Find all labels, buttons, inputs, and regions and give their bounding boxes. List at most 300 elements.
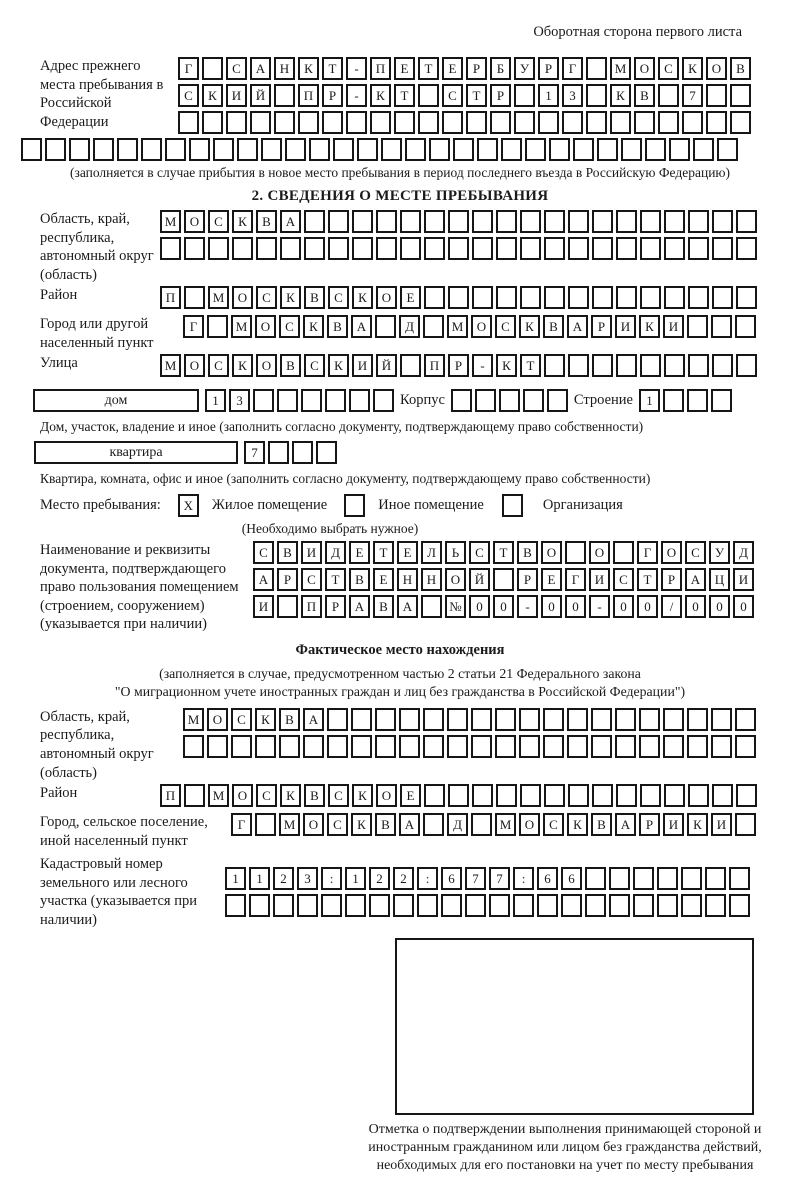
char-cell[interactable]: Г xyxy=(637,541,658,564)
char-cell[interactable] xyxy=(736,286,757,309)
char-cell[interactable]: 7 xyxy=(682,84,703,107)
char-cell[interactable] xyxy=(514,84,535,107)
char-cell[interactable]: 6 xyxy=(537,867,558,890)
char-cell[interactable]: Д xyxy=(447,813,468,836)
char-cell[interactable] xyxy=(664,210,685,233)
char-cell[interactable]: - xyxy=(472,354,493,377)
char-cell[interactable] xyxy=(453,138,474,161)
char-cell[interactable]: О xyxy=(256,354,277,377)
char-cell[interactable] xyxy=(495,708,516,731)
char-cell[interactable]: Д xyxy=(399,315,420,338)
char-cell[interactable]: - xyxy=(346,84,367,107)
char-cell[interactable] xyxy=(591,708,612,731)
char-cell[interactable] xyxy=(489,894,510,917)
char-cell[interactable] xyxy=(705,867,726,890)
char-cell[interactable] xyxy=(471,735,492,758)
char-cell[interactable] xyxy=(327,708,348,731)
char-cell[interactable]: 7 xyxy=(489,867,510,890)
char-cell[interactable] xyxy=(609,867,630,890)
char-cell[interactable]: С xyxy=(178,84,199,107)
char-cell[interactable] xyxy=(225,894,246,917)
char-cell[interactable] xyxy=(520,784,541,807)
char-cell[interactable]: В xyxy=(373,595,394,618)
char-cell[interactable] xyxy=(663,708,684,731)
char-cell[interactable] xyxy=(520,210,541,233)
char-cell[interactable]: Е xyxy=(349,541,370,564)
char-cell[interactable]: К xyxy=(682,57,703,80)
char-cell[interactable]: П xyxy=(301,595,322,618)
char-cell[interactable] xyxy=(375,708,396,731)
char-cell[interactable]: Й xyxy=(250,84,271,107)
char-cell[interactable] xyxy=(586,84,607,107)
char-cell[interactable]: А xyxy=(397,595,418,618)
char-cell[interactable] xyxy=(544,237,565,260)
char-cell[interactable] xyxy=(369,894,390,917)
char-cell[interactable] xyxy=(537,894,558,917)
char-cell[interactable]: / xyxy=(661,595,682,618)
char-cell[interactable]: А xyxy=(685,568,706,591)
char-cell[interactable]: Р xyxy=(448,354,469,377)
char-cell[interactable] xyxy=(322,111,343,134)
char-cell[interactable]: С xyxy=(658,57,679,80)
char-cell[interactable]: И xyxy=(615,315,636,338)
char-cell[interactable] xyxy=(373,389,394,412)
char-cell[interactable] xyxy=(346,111,367,134)
char-cell[interactable] xyxy=(496,286,517,309)
char-cell[interactable] xyxy=(274,84,295,107)
char-cell[interactable]: С xyxy=(208,210,229,233)
char-cell[interactable] xyxy=(465,894,486,917)
char-cell[interactable] xyxy=(424,784,445,807)
char-cell[interactable] xyxy=(597,138,618,161)
char-cell[interactable]: А xyxy=(399,813,420,836)
char-cell[interactable] xyxy=(495,735,516,758)
char-cell[interactable]: К xyxy=(496,354,517,377)
char-cell[interactable]: Т xyxy=(325,568,346,591)
char-cell[interactable] xyxy=(586,57,607,80)
char-cell[interactable]: К xyxy=(370,84,391,107)
char-cell[interactable] xyxy=(117,138,138,161)
char-cell[interactable] xyxy=(634,111,655,134)
char-cell[interactable] xyxy=(544,354,565,377)
char-cell[interactable] xyxy=(352,210,373,233)
char-cell[interactable] xyxy=(490,111,511,134)
char-cell[interactable] xyxy=(256,237,277,260)
char-cell[interactable]: О xyxy=(376,784,397,807)
char-cell[interactable]: К xyxy=(567,813,588,836)
char-cell[interactable]: О xyxy=(445,568,466,591)
char-cell[interactable]: М xyxy=(279,813,300,836)
char-cell[interactable] xyxy=(688,784,709,807)
char-cell[interactable] xyxy=(712,286,733,309)
checkbox-organizatsiya[interactable] xyxy=(502,494,523,517)
char-cell[interactable] xyxy=(609,894,630,917)
char-cell[interactable] xyxy=(448,237,469,260)
char-cell[interactable] xyxy=(592,210,613,233)
char-cell[interactable] xyxy=(591,735,612,758)
char-cell[interactable] xyxy=(418,84,439,107)
char-cell[interactable]: С xyxy=(208,354,229,377)
char-cell[interactable] xyxy=(441,894,462,917)
oblast-row-2[interactable] xyxy=(160,237,757,260)
char-cell[interactable] xyxy=(633,867,654,890)
char-cell[interactable] xyxy=(645,138,666,161)
char-cell[interactable] xyxy=(304,237,325,260)
char-cell[interactable] xyxy=(423,315,444,338)
char-cell[interactable] xyxy=(345,894,366,917)
char-cell[interactable]: В xyxy=(543,315,564,338)
char-cell[interactable] xyxy=(687,735,708,758)
char-cell[interactable]: П xyxy=(370,57,391,80)
char-cell[interactable]: 0 xyxy=(613,595,634,618)
char-cell[interactable] xyxy=(448,784,469,807)
char-cell[interactable] xyxy=(568,237,589,260)
char-cell[interactable] xyxy=(544,286,565,309)
char-cell[interactable] xyxy=(400,354,421,377)
char-cell[interactable]: 0 xyxy=(685,595,706,618)
char-cell[interactable] xyxy=(640,237,661,260)
char-cell[interactable] xyxy=(730,84,751,107)
char-cell[interactable] xyxy=(421,595,442,618)
char-cell[interactable] xyxy=(249,894,270,917)
char-cell[interactable]: П xyxy=(424,354,445,377)
char-cell[interactable] xyxy=(250,111,271,134)
char-cell[interactable] xyxy=(616,286,637,309)
checkbox-inoe[interactable] xyxy=(344,494,365,517)
char-cell[interactable] xyxy=(451,389,472,412)
char-cell[interactable] xyxy=(442,111,463,134)
char-cell[interactable] xyxy=(711,708,732,731)
char-cell[interactable] xyxy=(321,894,342,917)
document-row-3[interactable] xyxy=(253,595,754,618)
char-cell[interactable] xyxy=(160,237,181,260)
char-cell[interactable] xyxy=(735,813,756,836)
char-cell[interactable]: К xyxy=(280,784,301,807)
char-cell[interactable] xyxy=(424,286,445,309)
char-cell[interactable]: Е xyxy=(373,568,394,591)
char-cell[interactable]: Г xyxy=(178,57,199,80)
char-cell[interactable] xyxy=(418,111,439,134)
char-cell[interactable]: А xyxy=(253,568,274,591)
char-cell[interactable]: Г xyxy=(231,813,252,836)
char-cell[interactable] xyxy=(298,111,319,134)
char-cell[interactable] xyxy=(183,735,204,758)
char-cell[interactable]: М xyxy=(231,315,252,338)
char-cell[interactable]: 1 xyxy=(205,389,226,412)
char-cell[interactable]: И xyxy=(589,568,610,591)
char-cell[interactable]: С xyxy=(328,286,349,309)
char-cell[interactable] xyxy=(562,111,583,134)
char-cell[interactable]: - xyxy=(346,57,367,80)
act-oblast-row-2[interactable] xyxy=(183,735,756,758)
char-cell[interactable] xyxy=(475,389,496,412)
document-row-1[interactable] xyxy=(253,541,754,564)
gorod-row[interactable] xyxy=(183,315,756,338)
char-cell[interactable]: Р xyxy=(277,568,298,591)
char-cell[interactable] xyxy=(736,354,757,377)
char-cell[interactable]: К xyxy=(232,210,253,233)
char-cell[interactable]: Т xyxy=(418,57,439,80)
char-cell[interactable] xyxy=(273,894,294,917)
char-cell[interactable] xyxy=(213,138,234,161)
char-cell[interactable] xyxy=(658,84,679,107)
char-cell[interactable]: 1 xyxy=(538,84,559,107)
char-cell[interactable]: 0 xyxy=(493,595,514,618)
char-cell[interactable]: О xyxy=(519,813,540,836)
char-cell[interactable]: О xyxy=(207,708,228,731)
char-cell[interactable] xyxy=(688,354,709,377)
char-cell[interactable]: А xyxy=(303,708,324,731)
dom-type-box[interactable]: дом xyxy=(33,389,199,412)
char-cell[interactable]: 7 xyxy=(465,867,486,890)
char-cell[interactable] xyxy=(664,354,685,377)
char-cell[interactable] xyxy=(21,138,42,161)
char-cell[interactable]: А xyxy=(349,595,370,618)
char-cell[interactable]: Б xyxy=(490,57,511,80)
char-cell[interactable]: О xyxy=(541,541,562,564)
char-cell[interactable]: В xyxy=(256,210,277,233)
char-cell[interactable] xyxy=(664,286,685,309)
char-cell[interactable] xyxy=(370,111,391,134)
char-cell[interactable] xyxy=(376,210,397,233)
char-cell[interactable] xyxy=(681,867,702,890)
char-cell[interactable] xyxy=(568,784,589,807)
char-cell[interactable]: : xyxy=(417,867,438,890)
char-cell[interactable]: 3 xyxy=(562,84,583,107)
char-cell[interactable]: Й xyxy=(469,568,490,591)
char-cell[interactable]: Р xyxy=(325,595,346,618)
char-cell[interactable] xyxy=(424,237,445,260)
char-cell[interactable] xyxy=(328,237,349,260)
char-cell[interactable]: Т xyxy=(493,541,514,564)
char-cell[interactable]: 2 xyxy=(273,867,294,890)
act-gorod-row[interactable] xyxy=(231,813,756,836)
act-oblast-row-1[interactable] xyxy=(183,708,756,731)
char-cell[interactable] xyxy=(736,784,757,807)
char-cell[interactable] xyxy=(687,315,708,338)
char-cell[interactable] xyxy=(730,111,751,134)
prev-address-row-1[interactable] xyxy=(178,57,751,80)
char-cell[interactable]: М xyxy=(160,354,181,377)
char-cell[interactable]: И xyxy=(226,84,247,107)
char-cell[interactable] xyxy=(232,237,253,260)
char-cell[interactable] xyxy=(705,894,726,917)
char-cell[interactable] xyxy=(349,389,370,412)
char-cell[interactable]: Р xyxy=(639,813,660,836)
char-cell[interactable] xyxy=(375,315,396,338)
char-cell[interactable]: В xyxy=(304,784,325,807)
char-cell[interactable]: Т xyxy=(520,354,541,377)
char-cell[interactable] xyxy=(285,138,306,161)
char-cell[interactable]: 0 xyxy=(565,595,586,618)
char-cell[interactable]: Й xyxy=(376,354,397,377)
char-cell[interactable]: В xyxy=(375,813,396,836)
char-cell[interactable]: А xyxy=(280,210,301,233)
char-cell[interactable]: Т xyxy=(373,541,394,564)
char-cell[interactable]: 0 xyxy=(469,595,490,618)
kvartira-type-box[interactable]: квартира xyxy=(34,441,238,464)
char-cell[interactable] xyxy=(292,441,313,464)
char-cell[interactable]: К xyxy=(328,354,349,377)
char-cell[interactable] xyxy=(561,894,582,917)
char-cell[interactable]: О xyxy=(634,57,655,80)
char-cell[interactable]: Ь xyxy=(445,541,466,564)
dom-cells[interactable] xyxy=(205,389,394,412)
char-cell[interactable]: О xyxy=(255,315,276,338)
prev-address-row-4[interactable] xyxy=(21,138,800,161)
char-cell[interactable] xyxy=(711,389,732,412)
char-cell[interactable] xyxy=(706,111,727,134)
char-cell[interactable] xyxy=(568,286,589,309)
char-cell[interactable] xyxy=(184,784,205,807)
char-cell[interactable]: К xyxy=(519,315,540,338)
char-cell[interactable] xyxy=(520,286,541,309)
char-cell[interactable]: 7 xyxy=(244,441,265,464)
char-cell[interactable]: Р xyxy=(538,57,559,80)
char-cell[interactable]: В xyxy=(304,286,325,309)
char-cell[interactable] xyxy=(471,708,492,731)
char-cell[interactable]: С xyxy=(231,708,252,731)
char-cell[interactable] xyxy=(688,210,709,233)
char-cell[interactable] xyxy=(325,389,346,412)
char-cell[interactable] xyxy=(565,541,586,564)
char-cell[interactable]: Н xyxy=(421,568,442,591)
char-cell[interactable] xyxy=(664,784,685,807)
char-cell[interactable]: Т xyxy=(394,84,415,107)
char-cell[interactable]: О xyxy=(706,57,727,80)
char-cell[interactable]: Р xyxy=(490,84,511,107)
char-cell[interactable] xyxy=(69,138,90,161)
char-cell[interactable] xyxy=(394,111,415,134)
char-cell[interactable] xyxy=(207,735,228,758)
char-cell[interactable] xyxy=(736,210,757,233)
char-cell[interactable]: П xyxy=(298,84,319,107)
char-cell[interactable] xyxy=(207,315,228,338)
char-cell[interactable]: С xyxy=(613,568,634,591)
char-cell[interactable] xyxy=(663,389,684,412)
char-cell[interactable] xyxy=(568,210,589,233)
korpus-cells[interactable] xyxy=(451,389,568,412)
char-cell[interactable] xyxy=(514,111,535,134)
char-cell[interactable]: 0 xyxy=(709,595,730,618)
char-cell[interactable] xyxy=(688,286,709,309)
char-cell[interactable] xyxy=(729,867,750,890)
char-cell[interactable] xyxy=(525,138,546,161)
char-cell[interactable] xyxy=(189,138,210,161)
char-cell[interactable]: 1 xyxy=(345,867,366,890)
char-cell[interactable] xyxy=(496,784,517,807)
char-cell[interactable]: К xyxy=(232,354,253,377)
char-cell[interactable]: К xyxy=(280,286,301,309)
char-cell[interactable] xyxy=(400,237,421,260)
char-cell[interactable]: Н xyxy=(397,568,418,591)
char-cell[interactable] xyxy=(640,286,661,309)
char-cell[interactable]: С xyxy=(469,541,490,564)
char-cell[interactable] xyxy=(405,138,426,161)
char-cell[interactable] xyxy=(729,894,750,917)
char-cell[interactable]: А xyxy=(567,315,588,338)
char-cell[interactable]: И xyxy=(711,813,732,836)
char-cell[interactable] xyxy=(669,138,690,161)
char-cell[interactable]: К xyxy=(255,708,276,731)
char-cell[interactable] xyxy=(231,735,252,758)
char-cell[interactable] xyxy=(471,813,492,836)
char-cell[interactable] xyxy=(477,138,498,161)
char-cell[interactable] xyxy=(681,894,702,917)
char-cell[interactable]: В xyxy=(730,57,751,80)
char-cell[interactable]: С xyxy=(256,784,277,807)
char-cell[interactable] xyxy=(664,237,685,260)
char-cell[interactable] xyxy=(237,138,258,161)
prev-address-row-2[interactable] xyxy=(178,84,751,107)
char-cell[interactable] xyxy=(274,111,295,134)
char-cell[interactable] xyxy=(610,111,631,134)
char-cell[interactable] xyxy=(615,735,636,758)
char-cell[interactable] xyxy=(178,111,199,134)
char-cell[interactable]: С xyxy=(226,57,247,80)
char-cell[interactable]: - xyxy=(589,595,610,618)
char-cell[interactable]: О xyxy=(376,286,397,309)
char-cell[interactable] xyxy=(567,708,588,731)
char-cell[interactable] xyxy=(496,237,517,260)
char-cell[interactable]: С xyxy=(328,784,349,807)
char-cell[interactable]: Т xyxy=(466,84,487,107)
char-cell[interactable] xyxy=(568,354,589,377)
char-cell[interactable] xyxy=(592,784,613,807)
char-cell[interactable] xyxy=(448,286,469,309)
char-cell[interactable] xyxy=(712,210,733,233)
char-cell[interactable] xyxy=(657,867,678,890)
char-cell[interactable] xyxy=(717,138,738,161)
char-cell[interactable] xyxy=(657,894,678,917)
char-cell[interactable] xyxy=(639,708,660,731)
char-cell[interactable] xyxy=(693,138,714,161)
char-cell[interactable] xyxy=(277,389,298,412)
char-cell[interactable] xyxy=(640,210,661,233)
char-cell[interactable] xyxy=(472,286,493,309)
char-cell[interactable] xyxy=(658,111,679,134)
char-cell[interactable]: 6 xyxy=(561,867,582,890)
char-cell[interactable] xyxy=(585,894,606,917)
char-cell[interactable] xyxy=(255,813,276,836)
char-cell[interactable]: Р xyxy=(517,568,538,591)
char-cell[interactable]: И xyxy=(663,813,684,836)
char-cell[interactable] xyxy=(328,210,349,233)
char-cell[interactable] xyxy=(735,735,756,758)
char-cell[interactable]: П xyxy=(160,286,181,309)
char-cell[interactable]: К xyxy=(687,813,708,836)
char-cell[interactable] xyxy=(357,138,378,161)
prev-address-row-3[interactable] xyxy=(178,111,751,134)
char-cell[interactable] xyxy=(640,354,661,377)
char-cell[interactable]: И xyxy=(253,595,274,618)
char-cell[interactable]: 1 xyxy=(639,389,660,412)
char-cell[interactable] xyxy=(687,389,708,412)
char-cell[interactable]: Г xyxy=(562,57,583,80)
char-cell[interactable] xyxy=(621,138,642,161)
char-cell[interactable] xyxy=(544,784,565,807)
char-cell[interactable]: С xyxy=(543,813,564,836)
char-cell[interactable]: К xyxy=(202,84,223,107)
char-cell[interactable] xyxy=(472,784,493,807)
char-cell[interactable]: Д xyxy=(733,541,754,564)
char-cell[interactable] xyxy=(538,111,559,134)
char-cell[interactable]: У xyxy=(514,57,535,80)
char-cell[interactable]: А xyxy=(351,315,372,338)
char-cell[interactable] xyxy=(423,708,444,731)
char-cell[interactable]: К xyxy=(610,84,631,107)
char-cell[interactable]: 0 xyxy=(733,595,754,618)
